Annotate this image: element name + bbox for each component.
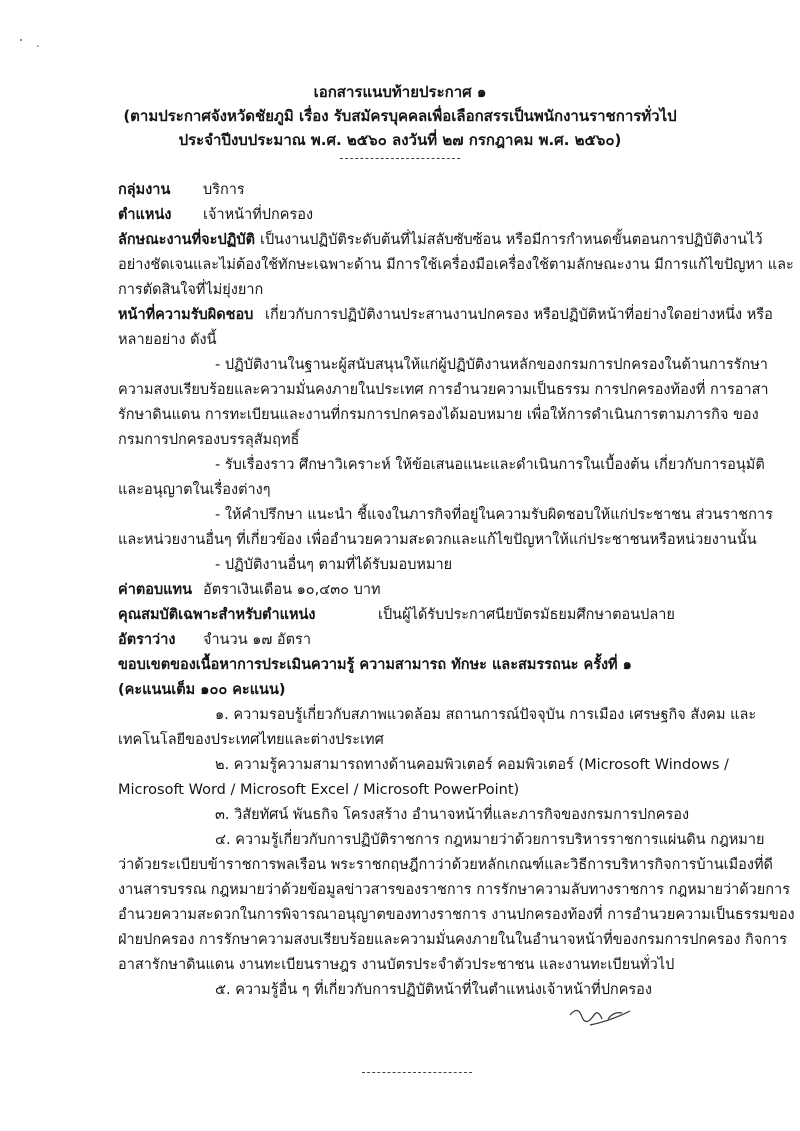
scope-item: อำนวยความสะดวกในการพิจารณาอนุญาตของทางราชการ งานปกครองท้องที่ การอำนวยความเป็นธรรมของ <box>118 907 795 923</box>
scope-item: อาสารักษาดินแดน งานทะเบียนราษฎร งานบัตรประจำตัวประชาชน และงานทะเบียนทั่วไป <box>118 957 675 973</box>
vacancy-label: อัตราว่าง <box>118 632 176 648</box>
duty-item: และหน่วยงานอื่นๆ ที่เกี่ยวข้อง เพื่ออำนวยความสะดวกและแก้ไขปัญหาให้แก่ประชาชนหรือหน่วยงานนั้น <box>118 532 757 548</box>
duty-item: รักษาดินแดน การทะเบียนและงานที่กรมการปกครองได้มอบหมาย เพื่อให้การดำเนินการตามภารกิจ ของ <box>118 407 759 423</box>
doc-subtitle-date: ประจำปีงบประมาณ พ.ศ. ๒๕๖๐ ลงวันที่ ๒๗ กรกฎาคม พ.ศ. ๒๕๖๐) <box>178 131 622 149</box>
doc-title: เอกสารแนบท้ายประกาศ ๑ <box>313 83 487 101</box>
scope-item: Microsoft Word / Microsoft Excel / Microsoft PowerPoint) <box>118 782 520 798</box>
footer-divider <box>362 1072 472 1073</box>
qualification-value: เป็นผู้ได้รับประกาศนียบัตรมัธยมศึกษาตอนปลาย <box>378 607 675 623</box>
scope-item: ๒. ความรู้ความสามารถทางด้านคอมพิวเตอร์ คอมพิวเตอร์ (Microsoft Windows / <box>215 757 729 773</box>
job-nature-line: การตัดสินใจที่ไม่ยุ่งยาก <box>118 282 264 298</box>
group-value: บริการ <box>203 182 245 198</box>
duty-item: กรมการปกครองบรรลุสัมฤทธิ์ <box>118 432 300 448</box>
scope-item: ๓. วิสัยทัศน์ พันธกิจ โครงสร้าง อำนาจหน้าที่และภารกิจของกรมการปกครอง <box>215 807 690 823</box>
job-nature-label: ลักษณะงานที่จะปฏิบัติ <box>118 232 255 248</box>
job-nature-line: เป็นงานปฏิบัติระดับต้นที่ไม่สลับซับซ้อน หรือมีการกำหนดขั้นตอนการปฏิบัติงานไว้ <box>260 232 763 248</box>
scan-specks <box>18 36 48 66</box>
scope-item: ๑. ความรอบรู้เกี่ยวกับสภาพแวดล้อม สถานการณ์ปัจจุบัน การเมือง เศรษฐกิจ สังคม และ <box>215 707 757 723</box>
header-divider <box>340 158 460 159</box>
qualification-label: คุณสมบัติเฉพาะสำหรับตำแหน่ง <box>118 607 316 623</box>
duty-item: - ปฏิบัติงานในฐานะผู้สนับสนุนให้แก่ผู้ปฏิบัติงานหลักของกรมการปกครองในด้านการรักษา <box>215 357 768 373</box>
scope-item: ๕. ความรู้อื่น ๆ ที่เกี่ยวกับการปฏิบัติหน้าที่ในตำแหน่งเจ้าหน้าที่ปกครอง <box>215 982 652 998</box>
duty-item: ความสงบเรียบร้อยและความมั่นคงภายในประเทศ การอำนวยความเป็นธรรม การปกครองท้องที่ การอาสา <box>118 382 769 398</box>
scope-heading: ขอบเขตของเนื้อหาการประเมินความรู้ ความสามารถ ทักษะ และสมรรถนะ ครั้งที่ ๑ <box>118 657 632 673</box>
compensation-value: อัตราเงินเดือน ๑๐,๔๓๐ บาท <box>203 582 381 598</box>
scope-item: ว่าด้วยระเบียบข้าราชการพลเรือน พระราชกฤษฎีกาว่าด้วยหลักเกณฑ์และวิธีการบริหารกิจการบ้านเมืองที่ดี <box>118 857 773 873</box>
scope-item: งานสารบรรณ กฎหมายว่าด้วยข้อมูลข่าวสารของราชการ การรักษาความลับทางราชการ กฎหมายว่าด้วยการ <box>118 882 790 898</box>
group-label: กลุ่มงาน <box>118 182 171 198</box>
scope-score: (คะแนนเต็ม ๑๐๐ คะแนน) <box>118 682 286 698</box>
duties-label: หน้าที่ความรับผิดชอบ <box>118 307 254 323</box>
position-value: เจ้าหน้าที่ปกครอง <box>203 207 314 223</box>
doc-subtitle: (ตามประกาศจังหวัดชัยภูมิ เรื่อง รับสมัครบุคคลเพื่อเลือกสรรเป็นพนักงานราชการทั่วไป <box>123 107 677 125</box>
signature-initials <box>560 995 650 1035</box>
duties-line: หลายอย่าง ดังนี้ <box>118 332 217 348</box>
vacancy-value: จำนวน ๑๗ อัตรา <box>203 632 311 648</box>
compensation-label: ค่าตอบแทน <box>118 582 192 598</box>
duty-item: และอนุญาตในเรื่องต่างๆ <box>118 482 271 498</box>
position-label: ตำแหน่ง <box>118 207 172 223</box>
scope-item: ฝ่ายปกครอง การรักษาความสงบเรียบร้อยและความมั่นคงภายในในอำนาจหน้าที่ของกรมการปกครอง กิจการ <box>118 932 788 948</box>
job-nature-line: อย่างชัดเจนและไม่ต้องใช้ทักษะเฉพาะด้าน มีการใช้เครื่องมือเครื่องใช้ตามลักษณะงาน มีการแก้ไขปัญหา และ <box>118 257 794 273</box>
scope-item: ๔. ความรู้เกี่ยวกับการปฏิบัติราชการ กฎหมายว่าด้วยการบริหารราชการแผ่นดิน กฎหมาย <box>215 832 765 848</box>
duties-line: เกี่ยวกับการปฏิบัติงานประสานงานปกครอง หรือปฏิบัติหน้าที่อย่างใดอย่างหนึ่ง หรือ <box>265 307 773 323</box>
duty-item: - รับเรื่องราว ศึกษาวิเคราะห์ ให้ข้อเสนอแนะและดำเนินการในเบื้องต้น เกี่ยวกับการอนุมัติ <box>215 457 765 473</box>
duty-item: - ให้คำปรึกษา แนะนำ ชี้แจงในภารกิจที่อยู่ในความรับผิดชอบให้แก่ประชาชน ส่วนราชการ <box>215 507 773 523</box>
duty-item: - ปฏิบัติงานอื่นๆ ตามที่ได้รับมอบหมาย <box>215 557 453 573</box>
scope-item: เทคโนโลยีของประเทศไทยและต่างประเทศ <box>118 732 384 748</box>
